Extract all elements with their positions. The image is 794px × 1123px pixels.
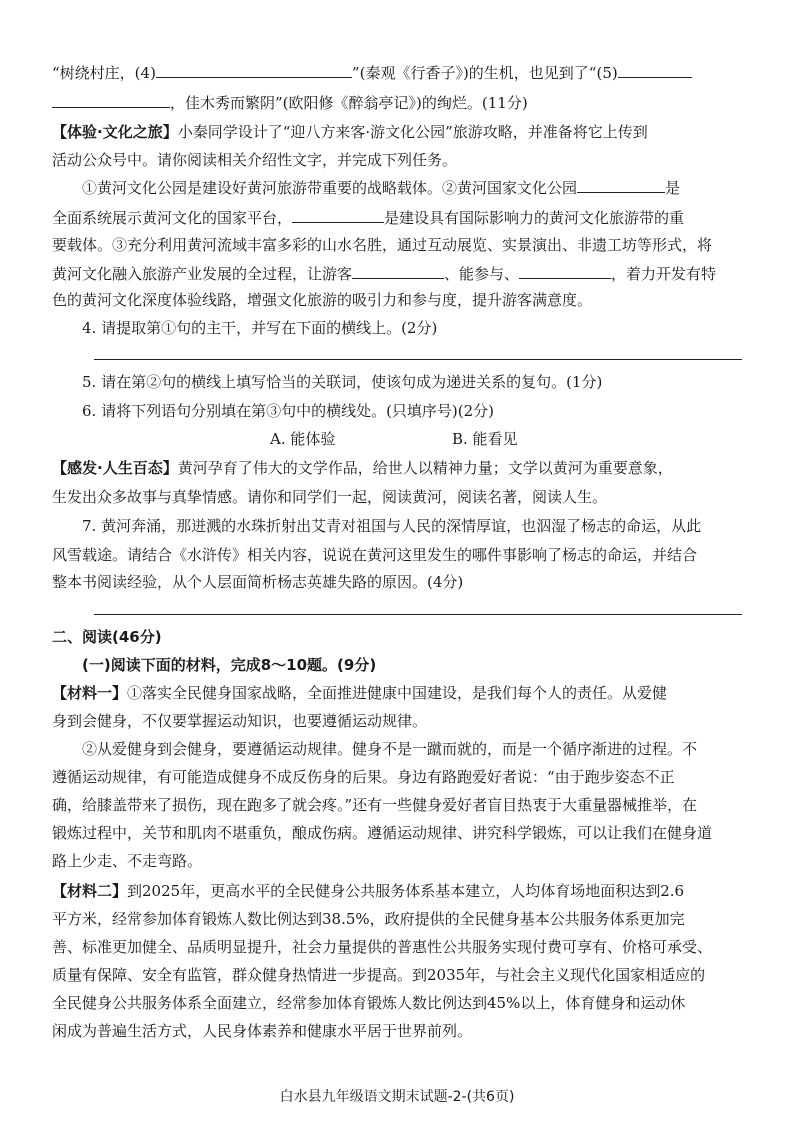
poem-line-2 <box>52 92 746 113</box>
material-1-line-6: 锻炼过程中，关节和肌肉不堪重负，酿成伤病。遵循运动规律、讲究科学锻炼，可以让我们在健身道 <box>52 824 713 842</box>
poem-text-5: ”(秦观《行香子》)的生机，也见到了“(5) <box>351 64 618 82</box>
culture-para-3: 要载体。③充分利用黄河流域丰富多彩的山水名胜，通过互动展览、实景演出、非遗工坊等形式，将 <box>52 236 713 254</box>
material-1-line-4: 遵循运动规律，有可能造成健身不成反伤身的后果。身边有路跑爱好者说：“由于跑步姿态不正 <box>52 768 675 786</box>
material-1-line-7: 路上少走、不走弯路。 <box>52 852 203 870</box>
culture-para-1-end: 是 <box>665 179 681 197</box>
culture-para-4-text: 黄河文化融入旅游产业发展的全过程，让游客 <box>52 265 353 283</box>
culture-para-2-text: 全面系统展示黄河文化的国家平台， <box>52 209 293 227</box>
culture-para-2 <box>52 207 746 228</box>
life-heading: 【感发·人生百态】 <box>52 459 178 477</box>
culture-heading: 【体验·文化之旅】 <box>52 123 178 141</box>
question-7-line-3: 整本书阅读经验，从个人层面简析杨志英雄失路的原因。(4分) <box>52 573 464 591</box>
material-1-text-1: ①落实全民健身国家战略，全面推进健康中国建设，是我们每个人的责任。从爱健 <box>127 684 668 702</box>
material-1-line-1 <box>52 683 746 703</box>
material-2-line-4: 质量有保障、安全有监管，群众健身热情进一步提高。到2035年，与社会主义现代化国家相适应的 <box>52 966 706 984</box>
poem-line-1 <box>52 62 746 83</box>
material-1-line-5: 确，给膝盖带来了损伤，现在跑多了就会疼。”还有一些健身爱好者盲目热衷于大重量器械推举，在 <box>52 796 698 814</box>
culture-intro-1 <box>52 122 746 142</box>
material-2-text-1: 到2025年，更高水平的全民健身公共服务体系基本建立，人均体育场地面积达到2.6 <box>127 882 685 900</box>
poem-text-end: ，佳木秀而繁阴”(欧阳修《醉翁亭记》)的绚烂。(11分) <box>170 94 528 112</box>
life-intro-text-1: 黄河孕育了伟大的文学作品，给世人以精神力量；文学以黄河为重要意象， <box>177 459 673 477</box>
question-7-line-1: 7. 黄河奔涌，那迸溅的水珠折射出艾青对祖国与人民的深情厚谊，也泅湿了杨志的命运，从此 <box>82 517 702 535</box>
blank-correlative-2[interactable] <box>292 207 384 223</box>
question-5: 5. 请在第②句的横线上填写恰当的关联词，使该句成为递进关系的复句。(1分) <box>82 373 603 391</box>
blank-5-cont[interactable] <box>52 92 170 108</box>
option-b: B. 能看见 <box>452 430 518 448</box>
material-2-line-1 <box>52 881 746 901</box>
culture-para-5: 色的黄河文化深度体验线路，增强文化旅游的吸引力和参与度，提升游客满意度。 <box>52 291 593 309</box>
material-1-line-3: ②从爱健身到会健身，要遵循运动规律。健身不是一蹴而就的，而是一个循序渐进的过程。不 <box>82 740 698 758</box>
answer-line-q4[interactable] <box>94 359 742 360</box>
answer-line-q7[interactable] <box>94 614 742 615</box>
culture-para-1-text: ①黄河文化公园是建设好黄河旅游带重要的战略载体。②黄河国家文化公园 <box>82 179 578 197</box>
material-1-line-2: 身到会健身，不仅要掌握运动知识，也要遵循运动规律。 <box>52 712 428 730</box>
culture-intro-text-1: 小秦同学设计了“迎八方来客·游文化公园”旅游攻略，并准备将它上传到 <box>177 123 648 141</box>
blank-correlative-1[interactable] <box>577 177 665 193</box>
question-4: 4. 请提取第①句的主干，并写在下面的横线上。(2分) <box>82 319 438 337</box>
poem-text-4: “树绕村庄，(4) <box>52 64 156 82</box>
life-intro-2: 生发出众多故事与真挚情感。请你和同学们一起，阅读黄河，阅读名著，阅读人生。 <box>52 488 608 506</box>
question-6-options <box>270 429 670 449</box>
reading-subtitle: (一)阅读下面的材料，完成8～10题。(9分) <box>82 656 377 674</box>
culture-para-4-end: ，着力开发有特 <box>611 265 717 283</box>
question-6: 6. 请将下列语句分别填在第③句中的横线处。(只填序号)(2分) <box>82 402 495 420</box>
material-2-line-5: 全民健身公共服务体系全面建立，经常参加体育锻炼人数比例达到45%以上，体育健身和运动休 <box>52 994 686 1012</box>
blank-4[interactable] <box>156 62 352 78</box>
material-1-heading: 【材料一】 <box>52 684 128 702</box>
material-2-heading: 【材料二】 <box>52 882 128 900</box>
culture-para-1 <box>82 177 746 198</box>
material-2-line-3: 善、标准更加健全、品质明显提升，社会力量提供的普惠性公共服务实现付费可享有、价格可承受、 <box>52 938 713 956</box>
question-7-line-2: 风雪载途。请结合《水浒传》相关内容，说说在黄河这里发生的哪件事影响了杨志的命运，并结合 <box>52 546 698 564</box>
culture-para-4-mid: 、能参与、 <box>444 265 520 283</box>
culture-para-2-end: 是建设具有国际影响力的黄河文化旅游带的重 <box>384 209 685 227</box>
option-a: A. 能体验 <box>270 430 336 448</box>
culture-intro-2: 活动公众号中。请你阅读相关介绍性文字，并完成下列任务。 <box>52 151 458 169</box>
material-2-line-2: 平方米，经常参加体育锻炼人数比例达到38.5%，政府提供的全民健身基本公共服务体系更加完 <box>52 910 685 928</box>
blank-option-1[interactable] <box>352 263 444 279</box>
page-footer: 白水县九年级语文期末试题-2-(共6页) <box>279 1089 515 1105</box>
blank-5[interactable] <box>618 62 692 78</box>
life-intro-1 <box>52 458 746 478</box>
material-2-line-6: 闲成为普遍生活方式，人民身体素养和健康水平居于世界前列。 <box>52 1022 473 1040</box>
blank-option-2[interactable] <box>519 263 611 279</box>
section-reading-title: 二、阅读(46分) <box>52 628 162 646</box>
culture-para-4 <box>52 263 746 284</box>
